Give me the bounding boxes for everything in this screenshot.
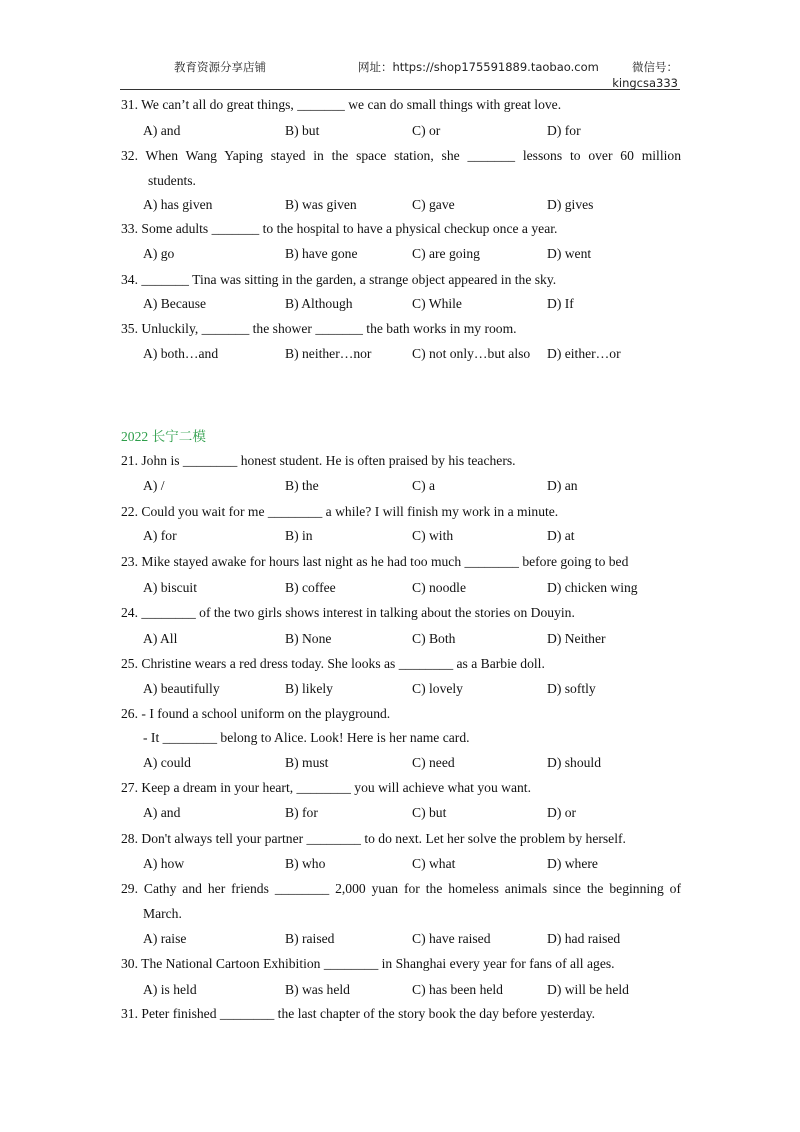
answer-option: A) is held (143, 982, 197, 997)
answer-option: A) raise (143, 931, 187, 946)
answer-option: D) went (547, 246, 592, 261)
question-stem: 29. Cathy and her friends ________ 2,000 yuan for the homeless animals since the beginning of (121, 881, 681, 896)
answer-option: A) Because (143, 296, 207, 311)
answer-option: B) was held (285, 982, 350, 997)
question-stem: 26. - I found a school uniform on the playground. (121, 706, 391, 721)
question-stem: 25. Christine wears a red dress today. She looks as ________ as a Barbie doll. (121, 656, 545, 671)
answer-option: B) Although (285, 296, 353, 311)
answer-option: A) go (143, 246, 175, 261)
answer-option: C) need (412, 755, 455, 770)
answer-option: B) who (285, 856, 326, 871)
answer-option: A) how (143, 856, 185, 871)
answer-option: C) or (412, 123, 441, 138)
question-continuation: March. (143, 906, 182, 921)
answer-option: B) raised (285, 931, 335, 946)
answer-option: A) has given (143, 197, 213, 212)
answer-option: B) but (285, 123, 320, 138)
question-stem: 30. The National Cartoon Exhibition ________ in Shanghai every year for fans of all ages. (121, 956, 615, 971)
answer-option: D) or (547, 805, 577, 820)
answer-option: C) have raised (412, 931, 491, 946)
answer-option: C) While (412, 296, 462, 311)
answer-option: A) and (143, 123, 181, 138)
answer-option: D) for (547, 123, 581, 138)
question-stem: 23. Mike stayed awake for hours last night as he had too much ________ before going to bed (121, 554, 629, 569)
answer-option: C) are going (412, 246, 480, 261)
answer-option: A) for (143, 528, 177, 543)
answer-option: C) not only…but also (412, 346, 531, 361)
header-divider (120, 89, 680, 90)
answer-option: D) where (547, 856, 598, 871)
question-stem: 21. John is ________ honest student. He is often praised by his teachers. (121, 453, 516, 468)
answer-option: D) gives (547, 197, 594, 212)
answer-option: A) and (143, 805, 181, 820)
answer-option: B) must (285, 755, 329, 770)
answer-option: D) should (547, 755, 601, 770)
question-stem: 33. Some adults _______ to the hospital to have a physical checkup once a year. (121, 221, 558, 236)
question-stem: 27. Keep a dream in your heart, ________ you will achieve what you want. (121, 780, 531, 795)
question-continuation: students. (148, 173, 196, 188)
question-stem: 28. Don't always tell your partner ________ to do next. Let her solve the problem by herself. (121, 831, 626, 846)
answer-option: B) None (285, 631, 332, 646)
question-stem: 22. Could you wait for me ________ a while? I will finish my work in a minute. (121, 504, 559, 519)
answer-option: D) If (547, 296, 574, 311)
wechat-info (612, 59, 678, 91)
answer-option: C) lovely (412, 681, 463, 696)
answer-option: D) either…or (547, 346, 621, 361)
answer-option: B) neither…nor (285, 346, 372, 361)
answer-option: D) chicken wing (547, 580, 638, 595)
wechat-id: kingcsa333 (612, 76, 678, 90)
question-stem: 31. We can’t all do great things, _______ we can do small things with great love. (121, 97, 562, 112)
page-header (120, 55, 680, 89)
section-title: 2022 长宁二模 (121, 429, 206, 444)
answer-option: C) has been held (412, 982, 503, 997)
answer-option: A) biscuit (143, 580, 197, 595)
answer-option: A) All (143, 631, 178, 646)
answer-option: B) in (285, 528, 313, 543)
answer-option: B) have gone (285, 246, 358, 261)
answer-option: A) both…and (143, 346, 219, 361)
answer-option: C) noodle (412, 580, 466, 595)
question-stem: 34. _______ Tina was sitting in the garden, a strange object appeared in the sky. (121, 272, 557, 287)
answer-option: D) softly (547, 681, 596, 696)
answer-option: B) was given (285, 197, 357, 212)
answer-option: A) could (143, 755, 191, 770)
answer-option: B) coffee (285, 580, 336, 595)
answer-option: D) Neither (547, 631, 606, 646)
answer-option: C) gave (412, 197, 455, 212)
question-stem: 32. When Wang Yaping stayed in the space station, she _______ lessons to over 60 million (121, 148, 681, 163)
answer-option: C) Both (412, 631, 456, 646)
question-stem: 24. ________ of the two girls shows interest in talking about the stories on Douyin. (121, 605, 575, 620)
question-stem: 35. Unluckily, _______ the shower _______ the bath works in my room. (121, 321, 517, 336)
answer-option: B) the (285, 478, 319, 493)
answer-option: B) likely (285, 681, 333, 696)
answer-option: C) a (412, 478, 436, 493)
answer-option: D) at (547, 528, 575, 543)
answer-option: D) an (547, 478, 578, 493)
answer-option: C) with (412, 528, 454, 543)
answer-option: A) / (143, 478, 165, 493)
answer-option: D) had raised (547, 931, 621, 946)
question-continuation: - It ________ belong to Alice. Look! Here is her name card. (143, 730, 470, 745)
answer-option: D) will be held (547, 982, 629, 997)
answer-option: C) what (412, 856, 456, 871)
shop-name: 教育资源分享店铺 (174, 60, 266, 74)
answer-option: B) for (285, 805, 318, 820)
answer-option: C) but (412, 805, 447, 820)
wechat-label: 微信号： (632, 60, 678, 74)
answer-option: A) beautifully (143, 681, 220, 696)
shop-url[interactable]: 网址：https://shop175591889.taobao.com (358, 60, 599, 74)
question-stem: 31. Peter finished ________ the last chapter of the story book the day before yesterday. (121, 1006, 596, 1021)
